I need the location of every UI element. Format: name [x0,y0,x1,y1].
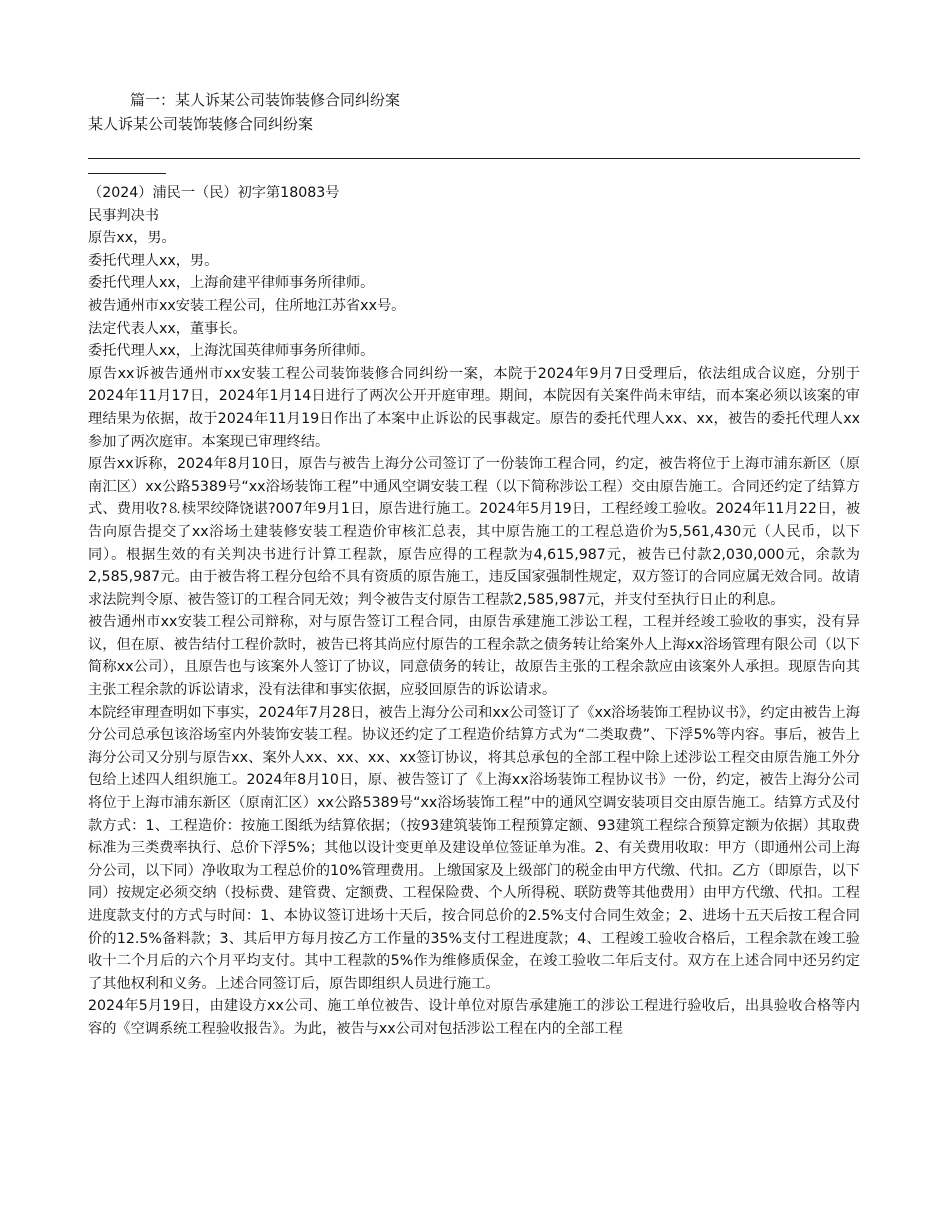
case-title: 某人诉某公司装饰装修合同纠纷案 [88,115,314,133]
body-paragraph: 原告xx诉被告通州市xx安装工程公司装饰装修合同纠纷一案，本院于2024年9月7日受理后，依法组成合议庭，分别于2024年11月17日，2024年1月14日进行了两次公开开庭审理。期间，本院因有关案件尚未审结，而本案必须以该案的审理结果为依据，故于2024年11月19日作出了本案中止诉讼的民事裁定。原告的委托代理人xx、xx，被告的委托代理人xx参加了两次庭审。本案现已审理终结。 [88,365,860,450]
party-representative: 法定代表人xx，董事长。 [88,320,247,337]
separator-line [88,158,860,159]
document-type: 民事判决书 [88,207,159,224]
case-number: （2024）浦民一（民）初字第18083号 [88,185,340,201]
body-paragraph: 2024年5月19日，由建设方xx公司、施工单位被告、设计单位对原告承建施工的涉讼工程进行验收后，出具验收合格等内容的《空调系统工程验收报告》。为此，被告与xx公司对包括涉讼工程在内的全部工程 [88,998,860,1037]
body-paragraph: 原告xx诉称，2024年8月10日，原告与被告上海分公司签订了一份装饰工程合同，约定，被告将位于上海市浦东新区（原南汇区）xx公路5389号“xx浴场装饰工程”中通风空调安装工程（以下简称涉讼工程）交由原告施工。合同还约定了结算方式、费用收?⒏椟罘绞降饶谌?007年9月1日，原告进行施工。2024年5月19日，工程经竣工验收。2024年11月22日，被告向原告提交了xx浴场土建装修安装工程造价审核汇总表，其中原告施工的工程总造价为5,561,430元（人民币，以下同）。根据生效的有关判决书进行计算工程款，原告应得的工程款为4,615,987元，被告已付款2,030,000元，余款为2,585,987元。由于被告将工程分包给不具有资质的原告施工，违反国家强制性规定，双方签订的合同应属无效合同。故请求法院判令原、被告签订的工程合同无效；判令被告支付原告工程款2,585,987元，并支付至执行日止的利息。 [88,456,861,608]
body-paragraph: 被告通州市xx安装工程公司辩称，对与原告签订工程合同，由原告承建施工涉讼工程，工程并经竣工验收的事实，没有异议，但在原、被告结付工程价款时，被告已将其尚应付原告的工程余款之债务转让给案外人上海xx浴场管理有限公司（以下简称xx公司），且原告也与该案外人签订了协议，同意债务的转让，故原告主张的工程余款应由该案外人承担。现原告向其主张工程余款的诉讼请求，没有法律和事实依据，应驳回原告的诉讼请求。 [88,614,860,699]
document-body [88,182,860,1041]
article-heading: 篇一：某人诉某公司装饰装修合同纠纷案 [130,91,401,109]
document-page [88,88,860,1041]
party-defendant: 被告通州市xx安装工程公司，住所地江苏省xx号。 [88,297,406,314]
party-plaintiff: 原告xx，男。 [88,230,176,247]
party-agent: 委托代理人xx，上海俞建平律师事务所律师。 [88,275,375,292]
separator-line-short [88,173,166,174]
party-agent: 委托代理人xx，上海沈国英律师事务所律师。 [88,343,375,360]
body-paragraph: 本院经审理查明如下事实，2024年7月28日，被告上海分公司和xx公司签订了《xx浴场装饰工程协议书》，约定由被告上海分公司总承包该浴场室内外装饰安装工程。协议还约定了工程造价结算方式为“二类取费”、下浮5%等内容。事后，被告上海分公司又分别与原告xx、案外人xx、xx、xx、xx签订协议，将其总承包的全部工程中除上述涉讼工程交由原告施工外分包给上述四人组织施工。2024年8月10日，原、被告签订了《上海xx浴场装饰工程协议书》一份，约定，被告上海分公司将位于上海市浦东新区（原南汇区）xx公路5389号“xx浴场装饰工程”中的通风空调安装项目交由原告施工。结算方式及付款方式：1、工程造价：按施工图纸为结算依据；（按93建筑装饰工程预算定额、93建筑工程综合预算定额为依据）其取费标准为三类费率执行、总价下浮5%；其他以设计变更单及建设单位签证单为准。2、有关费用收取：甲方（即通州公司上海分公司，以下同）净收取为工程总价的10%管理费用。上缴国家及上级部门的税金由甲方代缴、代扣。乙方（即原告，以下同）按规定必须交纳（投标费、建管费、定额费、工程保险费、个人所得税、联防费等其他费用）由甲方代缴、代扣。工程进度款支付的方式与时间：1、本协议签订进场十天后，按合同总价的2.5%支付合同生效金；2、进场十五天后按工程合同价的12.5%备料款；3、其后甲方每月按乙方工作量的35%支付工程进度款；4、工程竣工验收合格后，工程余款在竣工验收十二个月后的六个月平均支付。其中工程款的5%作为维修质保金，在竣工验收二年后支付。双方在上述合同中还另约定了其他权利和义务。上述合同签订后，原告即组织人员进行施工。 [88,704,860,992]
party-agent: 委托代理人xx，男。 [88,252,219,269]
